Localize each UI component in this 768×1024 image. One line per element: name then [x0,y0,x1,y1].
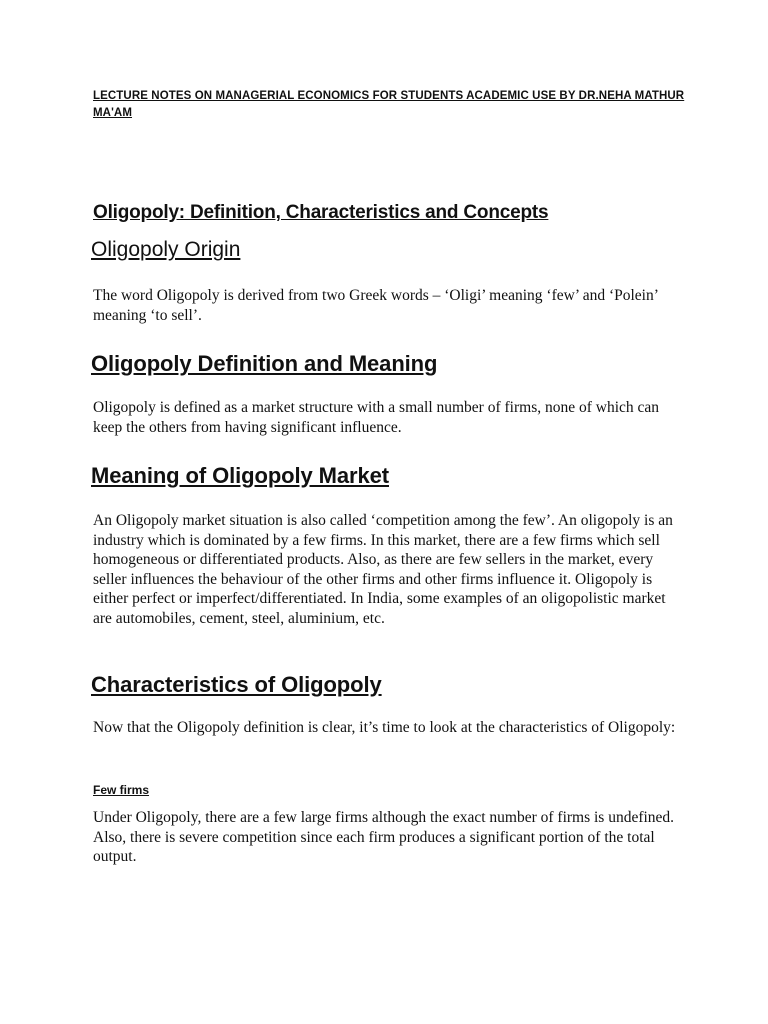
section-text-characteristics: Now that the Oligopoly definition is clear, it’s time to look at the characteristics of Oligopoly: [93,719,676,736]
subsection-heading-few-firms: Few firms [93,783,150,797]
document-title: Oligopoly: Definition, Characteristics and Concepts [93,202,549,223]
lecture-notes-header: LECTURE NOTES ON MANAGERIAL ECONOMICS FOR STUDENTS ACADEMIC USE BY DR.NEHA MATHUR MA'AM [93,90,685,119]
subsection-text-few-firms: Under Oligopoly, there are a few large firms although the exact number of firms is undefined. Also, there is severe competition since each firm produces a significant portion of the total output. [93,809,675,865]
section-heading-definition: Oligopoly Definition and Meaning [91,351,438,376]
section-heading-origin: Oligopoly Origin [91,238,241,261]
section-text-market-meaning: An Oligopoly market situation is also called ‘competition among the few’. An oligopoly is an industry which is dominated by a few firms. In this market, there are a few firms which sell homogeneous or differentiated products. Also, as there are few sellers in the market, every seller influences the behaviour of the other firms and other firms influence it. Oligopoly is either perfect or imperfect/differentiated. In India, some examples of an oligopolistic market are automobiles, cement, steel, aluminium, etc. [93,512,673,627]
section-text-definition: Oligopoly is defined as a market structure with a small number of firms, none of which can keep the others from having significant influence. [93,399,660,436]
section-heading-characteristics: Characteristics of Oligopoly [91,672,382,697]
section-text-origin: The word Oligopoly is derived from two Greek words – ‘Oligi’ meaning ‘few’ and ‘Polein’ meaning ‘to sell’. [93,287,658,324]
section-heading-market-meaning: Meaning of Oligopoly Market [91,463,389,488]
